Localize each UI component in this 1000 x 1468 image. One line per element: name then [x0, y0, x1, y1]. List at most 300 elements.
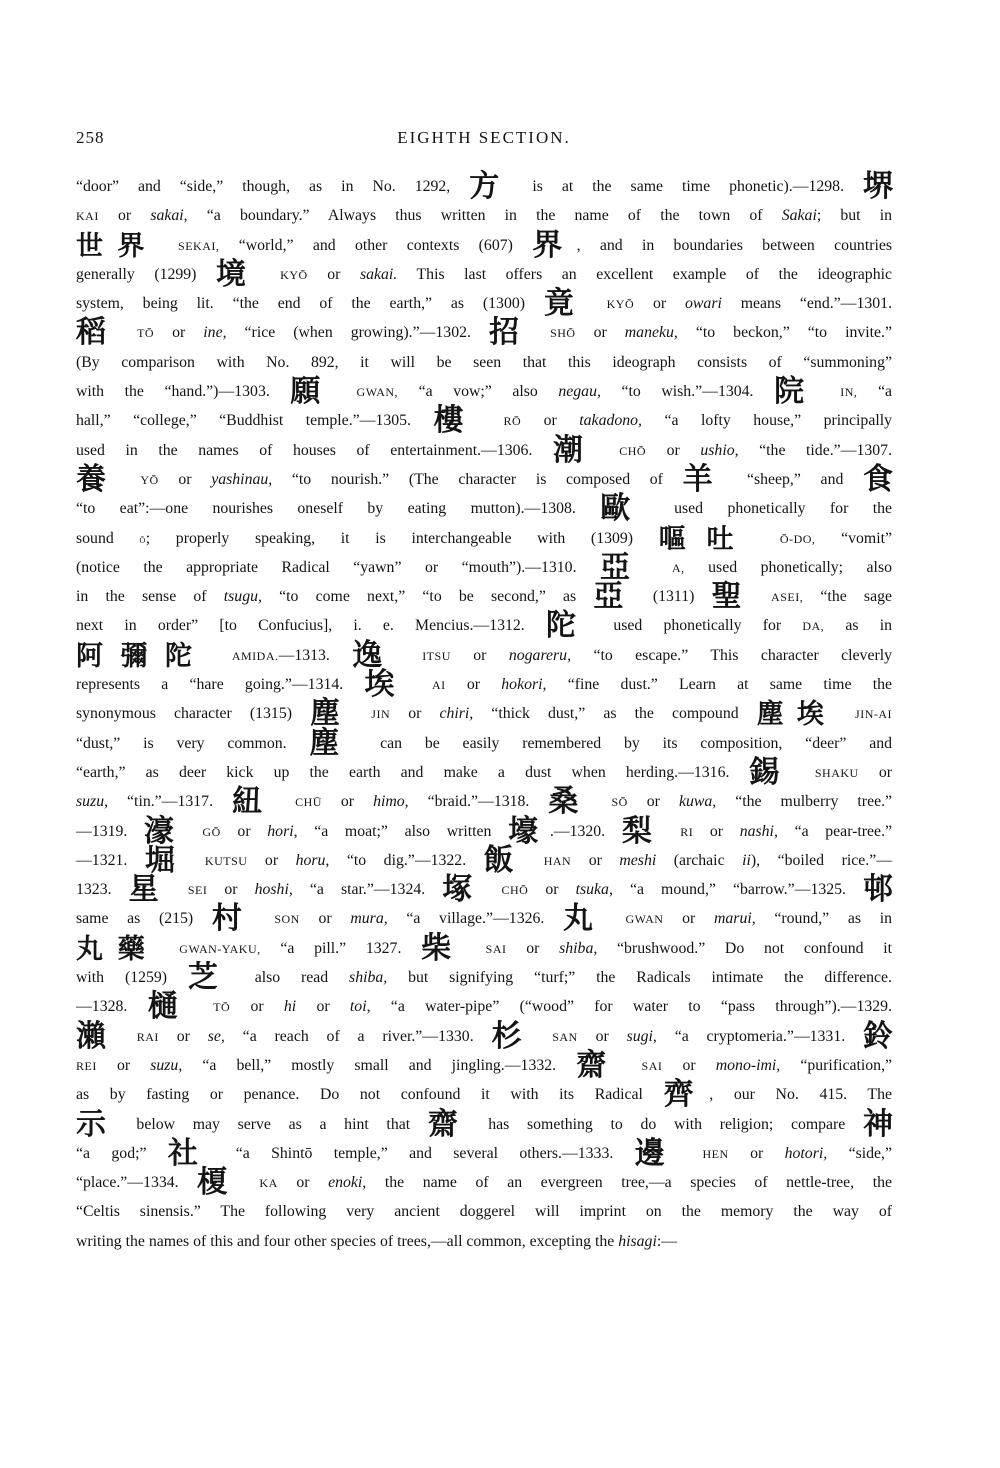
text-run: writing the names of this and four other species of trees,—all common, excepting the	[76, 1232, 619, 1250]
kanji-character: 院	[774, 374, 820, 410]
kanji-character: 瀨	[76, 1018, 119, 1054]
reading-smallcaps: ASEI,	[771, 590, 804, 605]
italic-romanization: shiba,	[559, 939, 598, 957]
text-line	[76, 549, 892, 585]
reading-smallcaps: YŌ	[140, 472, 159, 487]
text-line	[76, 813, 893, 849]
text-run	[754, 530, 780, 547]
italic-romanization: tsuka,	[575, 881, 613, 899]
italic-romanization: maneku,	[624, 324, 678, 342]
text-run: “a boundary.” Always thus written in the name of the town of	[187, 207, 782, 225]
text-run: “place.”—1334.	[76, 1174, 198, 1192]
text-run: “fine dust.” Learn at same time the	[546, 676, 893, 694]
reading-smallcaps: SON	[274, 912, 300, 927]
text-run: or	[207, 881, 255, 899]
text-run: or	[627, 793, 679, 811]
reading-smallcaps: SHŌ	[550, 326, 576, 341]
kanji-character: 齋	[576, 1047, 622, 1083]
text-run: or	[445, 676, 502, 694]
kanji-character: 飯	[483, 842, 527, 878]
text-line	[76, 348, 892, 377]
text-run	[681, 1145, 702, 1162]
text-run: also read	[233, 969, 350, 987]
text-run	[588, 295, 607, 312]
text-run: —1321.	[76, 851, 145, 869]
text-run: as in	[824, 617, 892, 635]
kanji-character: 丸藥	[76, 933, 160, 965]
text-line	[76, 1227, 892, 1256]
text-run: “a Shintō temple,” and several others.—1333.	[214, 1144, 635, 1162]
text-run: “the mulberry tree.”	[716, 793, 893, 811]
text-run	[276, 793, 295, 810]
text-run	[160, 940, 180, 957]
text-run: “rice (when growing).”—1302.	[226, 324, 489, 342]
reading-smallcaps: CHŪ	[295, 795, 322, 810]
italic-romanization: suzu,	[150, 1056, 183, 1074]
reading-smallcaps: KA	[259, 1176, 278, 1191]
kanji-character: 柴	[421, 930, 466, 966]
text-run: or	[634, 295, 685, 313]
kanji-character: 逸	[352, 637, 400, 673]
text-run: or	[98, 207, 151, 225]
kanji-character: 堺	[863, 169, 893, 204]
reading-smallcaps: RŌ	[503, 414, 522, 429]
text-run: (archaic	[656, 851, 743, 869]
text-line	[76, 784, 893, 820]
text-line	[76, 491, 893, 527]
text-run: (By comparison with No. 892, it will be seen that this ideograph consists of “summoning”	[76, 353, 892, 371]
text-run	[186, 823, 203, 840]
italic-romanization: se,	[207, 1027, 225, 1045]
text-run: “the sage	[803, 588, 892, 606]
kanji-character: 養	[76, 461, 121, 497]
text-run: “to come next,” “to be second,” as	[261, 588, 594, 606]
reading-smallcaps: GŌ	[202, 824, 221, 839]
text-run: “a vow;” also	[398, 383, 559, 401]
italic-romanization: nashi,	[739, 822, 778, 840]
text-run	[837, 705, 855, 722]
text-run: “Celtis sinensis.” The following very ancient doggerel will imprint on the memory the way of	[76, 1203, 892, 1221]
text-run: ; but in	[816, 207, 893, 225]
kanji-character: 亞	[593, 579, 636, 615]
text-run	[607, 910, 626, 927]
text-run: hall,” “college,” “Buddhist temple.”—1305.	[76, 412, 434, 430]
reading-smallcaps: HEN	[702, 1146, 729, 1161]
text-line	[76, 637, 893, 673]
text-run: 1323.	[76, 881, 129, 899]
italic-romanization: tsugu,	[223, 588, 262, 606]
kanji-character: 竟	[543, 286, 588, 322]
italic-romanization: takadono,	[579, 412, 643, 430]
text-run: “a village.”—1326.	[387, 910, 564, 928]
italic-romanization: marui,	[713, 910, 756, 928]
text-run: means “end.”—1301.	[721, 295, 893, 313]
text-run: or	[230, 998, 284, 1016]
text-run: “round,” as in	[755, 910, 893, 928]
kanji-character: 鈴	[863, 1018, 892, 1054]
text-run: next in order” [to Confucius], i. e. Mencius.—1312.	[76, 617, 546, 635]
kanji-character: 界	[532, 227, 577, 263]
text-run: but signifying “turf;” the Radicals intimate the difference.	[387, 969, 893, 987]
text-run: “a bell,” mostly small and jingling.—1332.	[182, 1056, 577, 1074]
text-run: or	[506, 939, 560, 957]
reading-smallcaps: A,	[672, 560, 685, 575]
reading-smallcaps: KUTSU	[204, 853, 248, 868]
text-line	[76, 1165, 892, 1201]
text-run	[187, 852, 205, 869]
kanji-character: 丸	[563, 901, 607, 937]
text-line	[76, 374, 893, 410]
kanji-character: 樓	[433, 403, 481, 439]
text-line	[76, 842, 893, 878]
text-run: the name of an evergreen tree,—a species of nettle-tree, the	[366, 1174, 892, 1192]
kanji-character: 聖	[711, 579, 754, 615]
text-run: with (1259)	[76, 969, 188, 987]
text-run	[159, 237, 178, 254]
text-line	[76, 201, 892, 230]
italic-romanization: nogareru,	[508, 646, 572, 664]
reading-smallcaps: SŌ	[611, 795, 628, 810]
text-line	[76, 1047, 893, 1083]
text-run: “a mound,” “barrow.”—1325.	[612, 881, 864, 899]
text-run: , and in boundaries between countries	[576, 236, 893, 254]
text-run: used phonetically for the	[649, 500, 893, 518]
text-line	[76, 725, 893, 761]
italic-romanization: ii	[742, 851, 751, 869]
text-run: sound	[76, 529, 140, 547]
kanji-character: 壕	[508, 813, 550, 849]
text-run	[209, 647, 231, 664]
reading-smallcaps: Ō-DO,	[779, 531, 816, 546]
text-run: same as (215)	[76, 910, 212, 928]
text-run: or	[571, 851, 620, 869]
reading-smallcaps: SAI	[641, 1058, 663, 1073]
text-run: —1328.	[76, 998, 148, 1016]
kanji-character: 羊	[682, 461, 728, 497]
text-run: “a moat;” also written	[297, 822, 509, 840]
text-run: “a lofty house,” principally	[642, 412, 893, 430]
kanji-character: 齊	[663, 1077, 710, 1113]
text-run	[353, 705, 371, 722]
text-run: “to beckon,” “to invite.”	[677, 324, 893, 342]
text-run: or	[158, 1027, 208, 1045]
reading-smallcaps: KAI	[76, 209, 99, 224]
reading-smallcaps: GWAN,	[356, 385, 399, 400]
text-run: .—1320.	[549, 822, 622, 840]
kanji-character: 社	[167, 1135, 215, 1171]
italic-romanization: suzu,	[76, 793, 109, 811]
text-run	[336, 383, 357, 400]
text-run: “door” and “side,” though, as in No. 1292,	[76, 178, 470, 195]
text-run: can be easily remembered by its composition, “deer” and	[357, 734, 893, 752]
text-line	[76, 989, 893, 1025]
italic-romanization: sakai.	[359, 265, 398, 283]
text-run: ), “boiled rice.”—	[750, 851, 893, 869]
reading-smallcaps: IN,	[840, 385, 858, 400]
text-run: is at the same time phonetic).—1298.	[513, 178, 864, 195]
text-run: or	[154, 324, 204, 342]
kanji-character: 食	[863, 461, 893, 497]
text-run: system, being lit. “the end of the earth,” as (1300)	[76, 295, 544, 313]
text-run: “braid.”—1318.	[408, 793, 549, 811]
italic-romanization: enoki,	[328, 1174, 367, 1192]
body-text	[76, 169, 893, 1256]
text-run: “side,”	[827, 1144, 893, 1162]
text-run	[526, 852, 544, 869]
text-run: used phonetically; also	[684, 558, 892, 576]
text-run: or	[575, 324, 625, 342]
text-run	[754, 588, 771, 605]
text-run	[621, 1057, 641, 1074]
reading-smallcaps: GWAN	[625, 912, 664, 927]
reading-smallcaps: JIN	[371, 707, 391, 722]
text-line	[76, 754, 893, 790]
kanji-character: 潮	[552, 432, 599, 468]
text-run	[256, 910, 275, 927]
reading-smallcaps: HAN	[543, 853, 572, 868]
italic-romanization: sugi,	[626, 1027, 657, 1045]
text-run	[121, 471, 141, 488]
text-line	[76, 696, 893, 732]
text-line	[76, 579, 892, 615]
text-run: :—	[656, 1232, 678, 1250]
kanji-character: 塵	[309, 725, 358, 761]
kanji-character: 邨	[863, 872, 893, 908]
italic-romanization: toi,	[349, 998, 371, 1016]
text-line	[76, 256, 893, 292]
italic-romanization: hisagi	[618, 1232, 657, 1250]
italic-romanization: hi	[283, 998, 297, 1016]
kanji-character: 願	[290, 374, 336, 410]
text-run: “dust,” is very common.	[76, 734, 310, 752]
italic-romanization: owari	[684, 295, 722, 313]
italic-romanization: kuwa,	[678, 793, 717, 811]
italic-romanization: Sakai	[781, 207, 817, 225]
italic-romanization: ine,	[203, 324, 227, 342]
text-line	[76, 227, 893, 263]
kanji-character: 阿彌陀	[76, 640, 210, 672]
italic-romanization: hoshi,	[254, 881, 293, 899]
italic-romanization: meshi	[619, 851, 657, 869]
text-run: “world,” and other contexts (607)	[219, 236, 533, 254]
reading-smallcaps: RI	[680, 824, 694, 839]
text-line	[76, 1077, 892, 1113]
text-run: (notice the appropriate Radical “yawn” or “mouth”).—1310.	[76, 558, 600, 576]
text-run	[649, 559, 672, 576]
kanji-character: 埃	[364, 667, 411, 703]
text-run: “to escape.” This character cleverly	[571, 646, 893, 664]
reading-smallcaps: TŌ	[137, 326, 155, 341]
italic-romanization: hokori,	[501, 676, 547, 694]
text-run: or	[321, 793, 374, 811]
text-line	[76, 461, 893, 497]
text-run: —1319.	[76, 822, 145, 840]
kanji-character: 星	[128, 872, 171, 908]
text-line	[76, 1106, 893, 1142]
text-run: ; properly speaking, it is interchangeable with (1309)	[145, 529, 659, 547]
text-line	[76, 1135, 893, 1171]
text-run	[599, 442, 620, 459]
reading-smallcaps: RAI	[136, 1029, 159, 1044]
text-run: as by fasting or penance. Do not confound it with its Radical	[76, 1086, 664, 1104]
text-run: synonymous character (1315)	[76, 705, 311, 723]
text-line	[76, 930, 893, 966]
text-run: or	[528, 881, 576, 899]
text-run: used phonetically for	[592, 617, 803, 635]
reading-smallcaps: KYŌ	[606, 297, 635, 312]
text-run: “a god;”	[76, 1144, 168, 1162]
text-run: This last offers an excellent example of the ideographic	[397, 265, 893, 283]
text-run	[261, 266, 281, 283]
kanji-character: 示	[76, 1106, 119, 1142]
kanji-character: 榎	[197, 1165, 241, 1201]
running-head: EIGHTH SECTION.	[397, 128, 571, 147]
text-line	[76, 872, 893, 908]
reading-smallcaps: ITSU	[422, 648, 451, 663]
kanji-character: 塵	[310, 696, 354, 732]
kanji-character: 堀	[144, 842, 188, 878]
reading-smallcaps: TŌ	[213, 1000, 231, 1015]
italic-romanization: yashinau,	[211, 470, 273, 488]
text-run: or	[96, 1056, 151, 1074]
kanji-character: 亞	[600, 549, 649, 585]
text-run: or	[247, 851, 296, 869]
reading-smallcaps: CHŌ	[501, 883, 529, 898]
text-run: represents a “hare going.”—1314.	[76, 676, 365, 694]
kanji-character: 梨	[621, 813, 664, 849]
text-line	[76, 524, 892, 553]
text-run: below may serve as a hint that	[118, 1115, 428, 1133]
kanji-character: 杉	[491, 1018, 535, 1054]
text-run: used in the names of houses of entertainment.—1306.	[76, 441, 553, 459]
kanji-character: 村	[211, 901, 256, 937]
text-run: “earth,” as deer kick up the earth and make a dust when herding.—1316.	[76, 763, 750, 781]
kanji-character: 齋	[427, 1106, 471, 1142]
text-run	[532, 324, 550, 341]
text-run: “vomit”	[815, 529, 892, 547]
kanji-character: 錫	[749, 754, 795, 790]
text-line	[76, 667, 893, 703]
text-run: “a cryptomeria.”—1331.	[656, 1027, 863, 1045]
text-line	[76, 608, 892, 644]
text-run	[411, 676, 432, 693]
kanji-character: 樋	[147, 989, 193, 1025]
text-run: “a water-pipe” (“wood” for water to “pass through”).—1329.	[370, 998, 893, 1016]
kanji-character: 稻	[76, 315, 120, 351]
text-run	[193, 998, 213, 1015]
reading-smallcaps: SAI	[485, 941, 507, 956]
kanji-character: 嘔吐	[658, 523, 755, 555]
text-run	[119, 324, 137, 341]
reading-smallcaps: AMIDA.	[231, 648, 279, 663]
text-run: “the tide.”—1307.	[738, 441, 893, 459]
italic-romanization: horu,	[295, 851, 330, 869]
italic-romanization: sakai,	[150, 207, 188, 225]
text-line	[76, 901, 893, 937]
kanji-character: 塵埃	[756, 699, 837, 731]
kanji-character: 方	[469, 169, 514, 204]
text-run: “tin.”—1317.	[108, 793, 233, 811]
text-run: “to nourish.” (The character is composed of	[272, 470, 683, 488]
italic-romanization: negau,	[558, 383, 601, 401]
kanji-character: 塚	[442, 872, 485, 908]
reading-smallcaps: CHŌ	[619, 443, 647, 458]
text-run: or	[277, 1174, 329, 1192]
text-line	[76, 1197, 892, 1226]
text-run: “a pill.” 1327.	[260, 939, 422, 957]
text-run: or	[307, 265, 360, 283]
reading-smallcaps: REI	[76, 1058, 97, 1073]
page-header	[76, 128, 892, 158]
reading-smallcaps: AI	[431, 678, 446, 693]
text-line	[76, 286, 893, 322]
text-run: “to wish.”—1304.	[600, 383, 775, 401]
kanji-character: 陀	[545, 608, 593, 644]
text-run: or	[220, 822, 268, 840]
text-run: “brushwood.” Do not confound it	[597, 939, 893, 957]
italic-romanization: shiba,	[349, 969, 388, 987]
text-run	[241, 1174, 260, 1191]
text-run: “thick dust,” as the compound	[473, 705, 757, 723]
italic-romanization: hotori,	[784, 1144, 828, 1162]
text-run: or	[728, 1144, 785, 1162]
kanji-character: 歐	[600, 491, 650, 527]
text-run	[592, 793, 611, 810]
text-run	[534, 1028, 552, 1045]
reading-smallcaps: DA,	[802, 619, 825, 634]
kanji-character: 神	[863, 1106, 893, 1142]
text-run	[400, 647, 422, 664]
text-run	[484, 881, 501, 898]
text-run	[466, 940, 486, 957]
italic-romanization: hori,	[267, 822, 298, 840]
text-line	[76, 169, 893, 204]
reading-smallcaps: SAN	[552, 1029, 578, 1044]
page-number: 258	[76, 128, 105, 147]
reading-smallcaps: SEKAI,	[178, 238, 220, 253]
italic-romanization: mono-imi,	[715, 1056, 781, 1074]
reading-smallcaps: SHAKU	[814, 765, 859, 780]
text-run: “a	[857, 383, 893, 401]
text-run: “a pear-tree.”	[777, 822, 893, 840]
text-run: or	[158, 470, 212, 488]
italic-romanization: ushio,	[700, 441, 739, 459]
text-run: , our No. 415. The	[709, 1086, 892, 1104]
text-run: or	[299, 910, 351, 928]
italic-romanization: chiri,	[439, 705, 474, 723]
reading-smallcaps: SEI	[187, 883, 208, 898]
text-run	[171, 881, 188, 898]
text-run: —1313.	[278, 646, 353, 664]
text-run	[481, 412, 503, 429]
text-run: “sheep,” and	[727, 470, 864, 488]
text-run	[119, 1028, 137, 1045]
text-run: or	[521, 412, 580, 430]
text-run	[664, 823, 681, 840]
reading-smallcaps: JIN-AI	[855, 707, 893, 722]
text-line	[76, 432, 893, 468]
text-line	[76, 315, 893, 351]
kanji-character: 邊	[634, 1135, 682, 1171]
text-run: or	[450, 646, 509, 664]
text-line	[76, 1018, 892, 1054]
text-run: or	[858, 763, 893, 781]
text-run: or	[663, 910, 714, 928]
kanji-character: 境	[216, 256, 261, 292]
text-run: with the “hand.”)—1303.	[76, 383, 291, 401]
text-run: or	[577, 1027, 627, 1045]
text-line	[76, 403, 893, 439]
